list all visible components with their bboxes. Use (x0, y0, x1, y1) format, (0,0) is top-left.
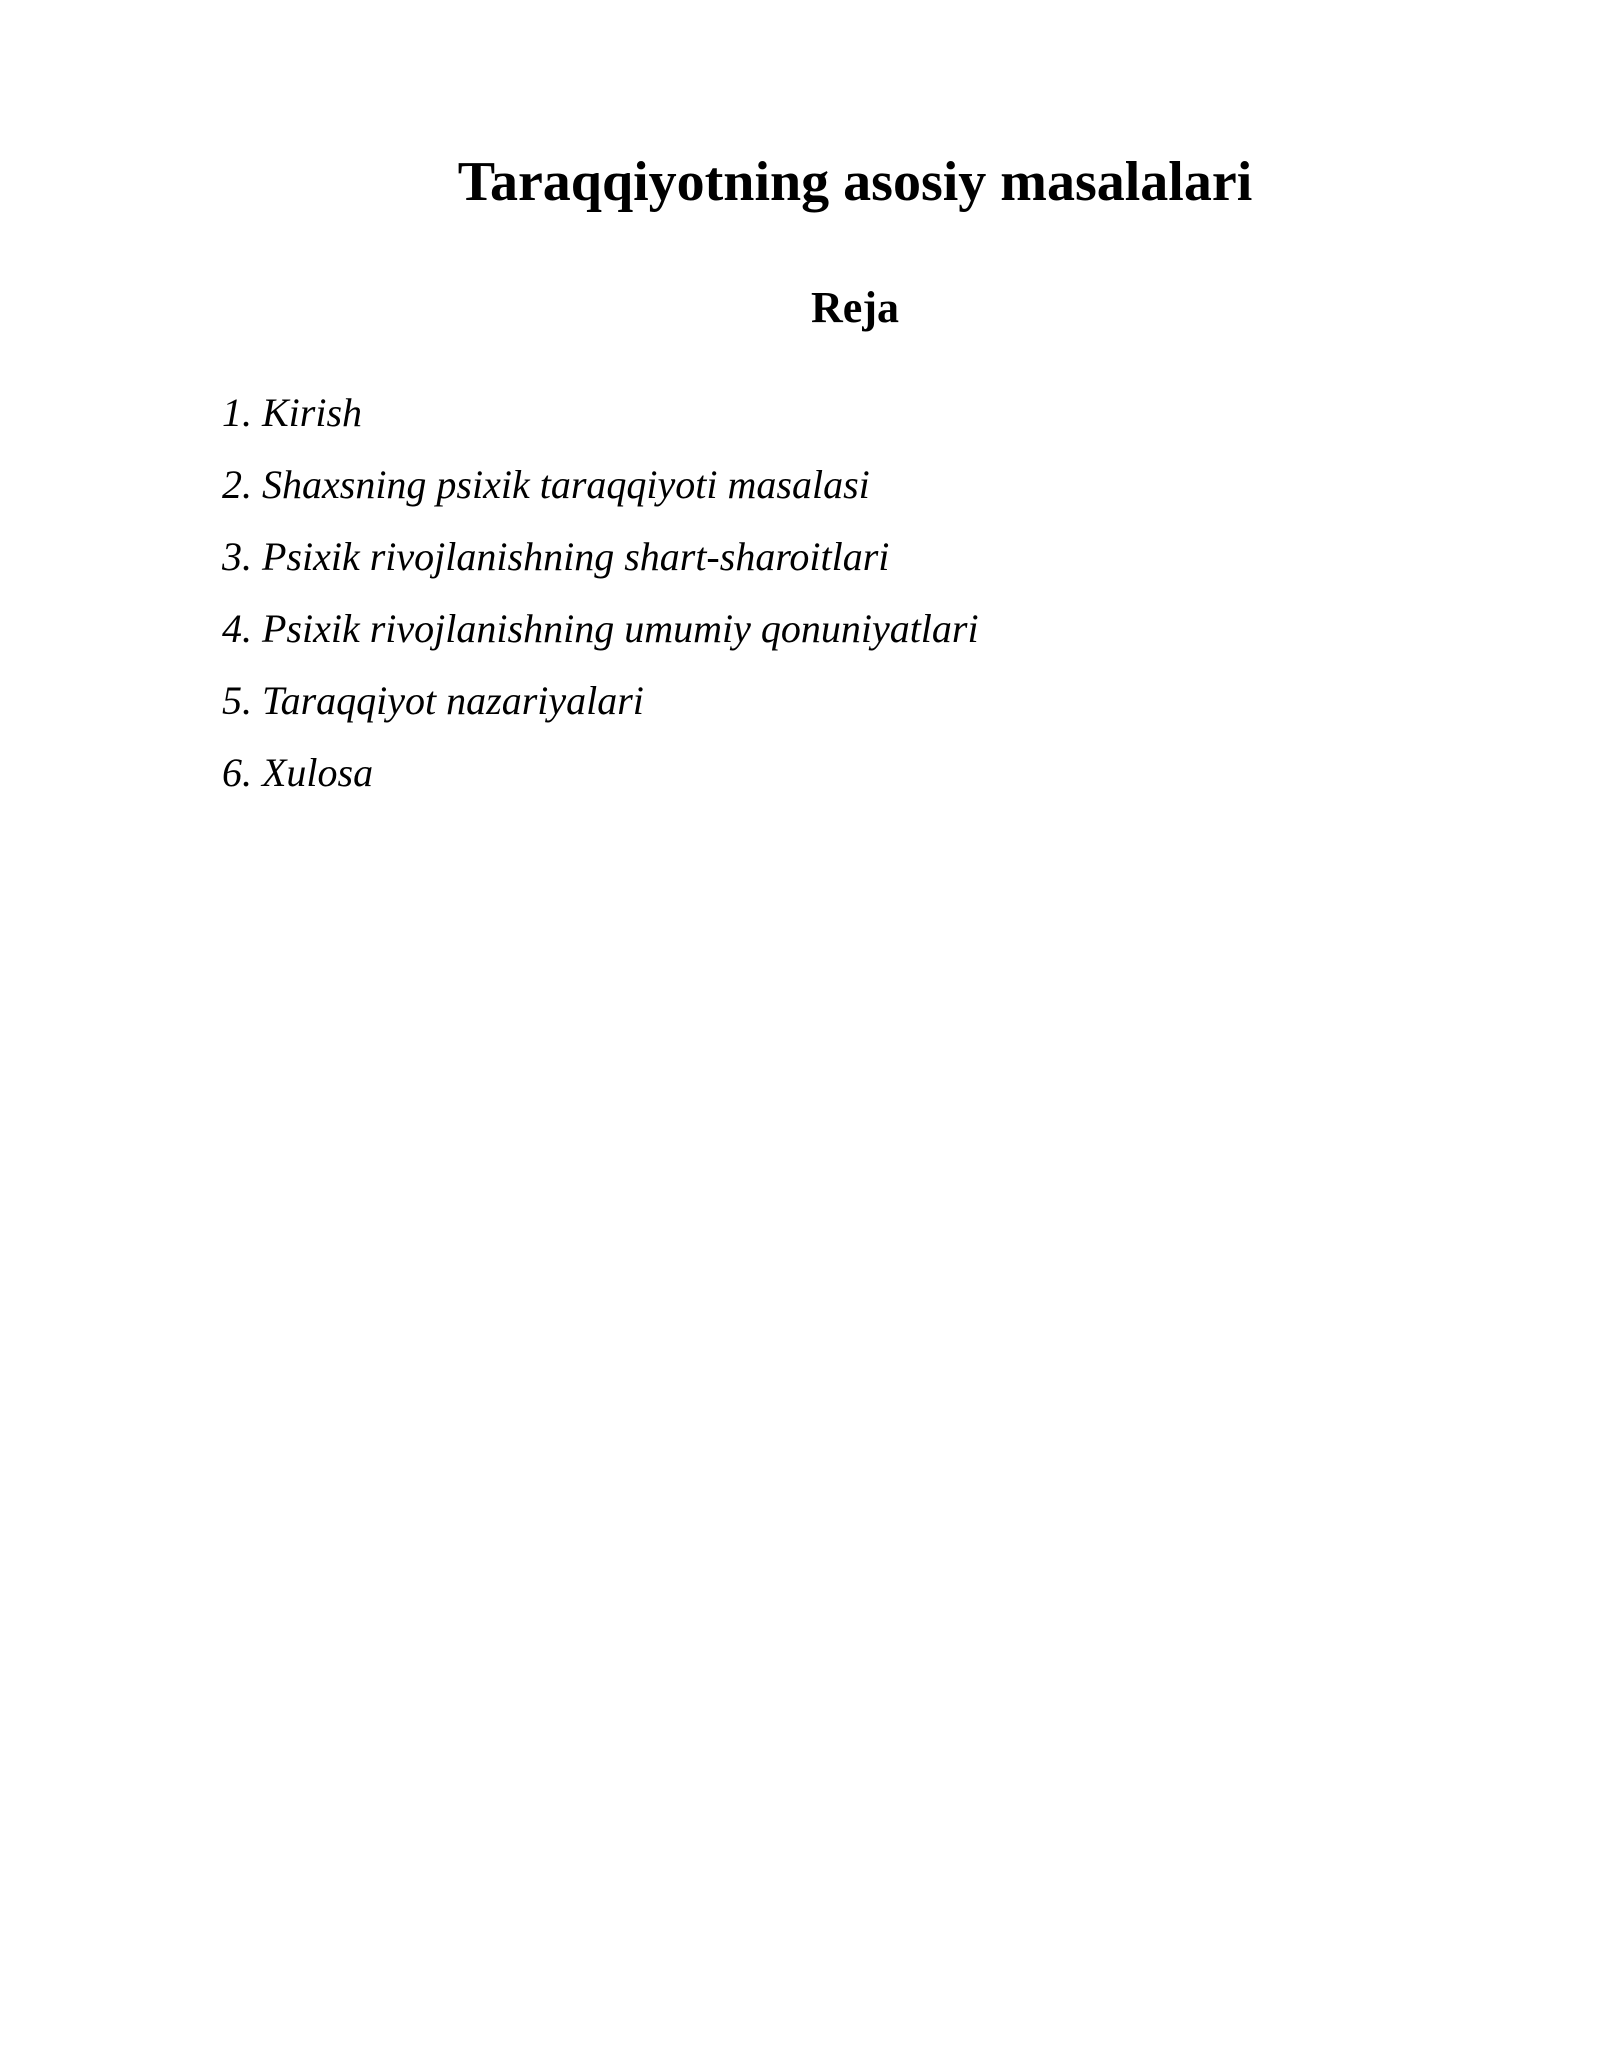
plan-list (222, 388, 979, 820)
plan-heading: Reja (811, 283, 899, 332)
plan-item: 1. Kirish (222, 390, 363, 435)
plan-item: 4. Psixik rivojlanishning umumiy qonuniyatlari (222, 606, 979, 651)
plan-item: 6. Xulosa (222, 750, 374, 795)
plan-item: 3. Psixik rivojlanishning shart-sharoitlari (222, 534, 890, 579)
document-title: Taraqqiyotning asosiy masalalari (457, 151, 1253, 213)
plan-item: 2. Shaxsning psixik taraqqiyoti masalasi (222, 462, 870, 507)
plan-item: 5. Taraqqiyot nazariyalari (222, 678, 644, 723)
